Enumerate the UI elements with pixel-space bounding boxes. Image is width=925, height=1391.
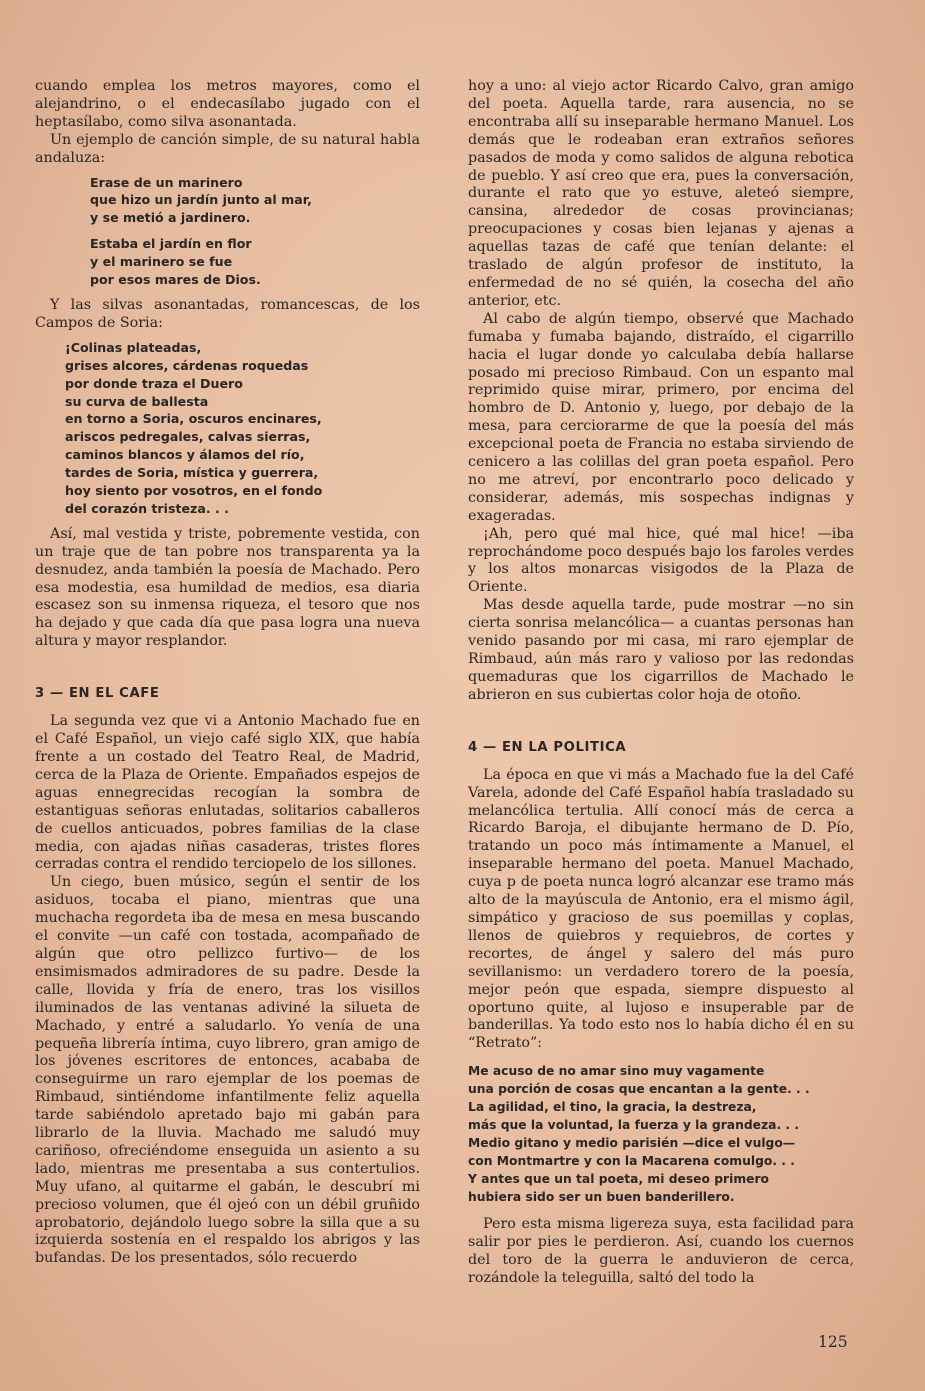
paragraph: La época en que vi más a Machado fue la del Café Varela, adonde del Café Español había trasladado su melancólica tertulia. Allí conocí más de cerca a Ricardo Baroja, el dibujante hermano de D. Pío, tratando un poco más íntimamente a Manuel, el inseparable hermano del poeta. Manuel Machado, cuya p de poeta nunca logró alcanzar ese tramo más alto de la mayúscula de Antonio, era el mismo ágil, simpático y gracioso de sus poemillas y coplas, llenos de quiebros y requiebros, de cortes y recortes, de ángel y salero del más puro sevillanismo: un verdadero torero de la poesía, mejor peón que espada, siempre dispuesto al oportuno quite, al lujoso e insuperable par de banderillas. Ya todo esto nos lo había dicho él en su “Retrato”: <box>468 766 854 1052</box>
verse-line: una porción de cosas que encantan a la gente. . . <box>468 1082 810 1097</box>
verse-line: hoy siento por vosotros, en el fondo <box>65 483 323 499</box>
paragraph: Un ejemplo de canción simple, de su natural habla andaluza: <box>35 131 420 166</box>
paragraph: Al cabo de algún tiempo, observé que Machado fumaba y fumaba bajando, distraído, el cigarrillo hacia el lugar donde yo calculaba debía hallarse posado mi precioso Rimbaud. Con un espanto mal reprimido quise mirar, primero, por encima del hombro de D. Antonio y, luego, por debajo de la mesa, para cerciorarme de que la poesía del más excepcional poeta de Francia no estaba sirviendo de cenicero a las colillas del gran poeta español. Pero no me atreví, por encontrarlo poco delicado y considerar, además, mis sospechas indignas y exageradas. <box>468 310 854 524</box>
verse-line: por donde traza el Duero <box>65 375 243 391</box>
poem-campos-de-soria <box>65 339 420 518</box>
verse-line: en torno a Soria, oscuros encinares, <box>65 411 322 427</box>
verse-line: del corazón tristeza. . . <box>65 500 229 516</box>
verse-line: más que la voluntad, la fuerza y la grandeza. . . <box>468 1117 800 1132</box>
verse-line: que hizo un jardín junto al mar, <box>90 192 312 208</box>
paragraph: hoy a uno: al viejo actor Ricardo Calvo, gran amigo del poeta. Aquella tarde, rara ausencia, no se encontraba allí su inseparable hermano Manuel. Los demás que le rodeaban eran extraños señores pasados de moda y como salidos de alguna rebotica de pueblo. Y así creo que era, pues la conversación, durante el rato que yo estuve, aleteó siempre, cansina, alrededor de cosas provincianas; preocupaciones y cosas bien lejanas y ajenas a aquellas tazas de café que tenían delante: el traslado de algún profesor de instituto, la enfermedad de no sé quién, la cosecha del año anterior, etc. <box>468 78 854 309</box>
verse-line: y el marinero se fue <box>90 254 233 270</box>
paragraph: ¡Ah, pero qué mal hice, qué mal hice! —iba reprochándome poco después bajo los faroles verdes y los altos monarcas visigodos de la Plaza de Oriente. <box>468 525 854 596</box>
right-column <box>468 78 854 1288</box>
verse-line: caminos blancos y álamos del río, <box>65 447 305 463</box>
paragraph: Mas desde aquella tarde, pude mostrar —no sin cierta sonrisa melancólica— a cuantas personas han venido pasando por mi casa, mi raro ejemplar de Rimbaud, aún más raro y valioso por las redondas quemaduras que los cigarrillos de Machado le abrieron en sus cubiertas color hoja de otoño. <box>468 597 854 703</box>
verse-line: y se metió a jardinero. <box>90 210 251 226</box>
verse-line: hubiera sido ser un buen banderillero. <box>468 1189 735 1204</box>
paragraph: Pero esta misma ligereza suya, esta facilidad para salir por pies le perdieron. Así, cuando los cuernos del toro de la guerra le anduvieron de cerca, rozándole la teleguilla, saltó del todo la <box>468 1216 854 1287</box>
paragraph: cuando emplea los metros mayores, como el alejandrino, o el endecasílabo jugado con el heptasílabo, como silva asonantada. <box>35 78 420 130</box>
paragraph: Un ciego, buen músico, según el sentir de los asiduos, tocaba el piano, mientras que una muchacha regordeta iba de mesa en mesa buscando el convite —un café con tostada, acompañado de algún que otro pellizco furtivo— de los ensimismados admiradores de su padre. Desde la calle, llovida y fría de enero, tras los visillos iluminados de las ventanas adiviné la silueta de Machado, y entré a saludarlo. Yo venía de una pequeña librería íntima, cuyo librero, gran amigo de los jóvenes escritores de entonces, acababa de conseguirme un raro ejemplar de los poemas de Rimbaud, sintiéndome infantilmente feliz aquella tarde sabiéndolo apretado bajo mi gabán para librarlo de la lluvia. Machado me saludó muy cariñoso, ofreciéndome enseguida un asiento a su lado, mientras me presentaba a sus contertulios. Muy ufano, al quitarme el gabán, le descubrí mi precioso volumen, que él ojeó con un débil gruñido aprobatorio, dejándolo luego sobre la silla que a su izquierda sostenía en el respaldo los abrigos y las bufandas. De los presentados, sólo recuerdo <box>35 874 420 1267</box>
verse-line: por esos mares de Dios. <box>90 272 261 288</box>
section-heading: 3 — EN EL CAFE <box>35 686 160 702</box>
verse-line: tardes de Soria, mística y guerrera, <box>65 465 319 481</box>
verse-line: Y antes que un tal poeta, mi deseo primero <box>468 1171 770 1186</box>
verse-line: La agilidad, el tino, la gracia, la destreza, <box>468 1100 757 1115</box>
section-heading: 4 — EN LA POLITICA <box>468 739 627 755</box>
paragraph: Así, mal vestida y triste, pobremente vestida, con un traje que de tan pobre nos transparenta ya la desnudez, anda también la poesía de Machado. Pero esa modestia, esa humildad de medios, esa diaria escasez son su inmensa riqueza, el tesoro que nos ha dejado y que cada día que pasa logra una nueva altura y mayor resplandor. <box>35 525 420 650</box>
left-column <box>35 78 420 1268</box>
verse-line: con Montmartre y con la Macarena comulgo. . . <box>468 1153 795 1168</box>
verse-line: su curva de ballesta <box>65 393 209 409</box>
poem-retrato <box>468 1063 854 1206</box>
paragraph: La segunda vez que vi a Antonio Machado fue en el Café Español, un viejo café siglo XIX, que había frente a un costado del Teatro Real, de Madrid, cerca de la Plaza de Oriente. Empañados espejos de aguas ennegrecidas recogían la sombra de estantiguas señoras enlutadas, solitarios caballeros de cuellos anticuados, pobres familias de la clase media, con ajadas niñas casaderas, tristes flores cerradas contra el rendido terciopelo de los sillones. <box>35 713 420 873</box>
verse-line: ¡Colinas plateadas, <box>65 339 202 355</box>
verse-line: Erase de un marinero <box>90 174 243 190</box>
verse-line: ariscos pedregales, calvas sierras, <box>65 429 311 445</box>
poem-marinero <box>90 174 420 289</box>
verse-line: Estaba el jardín en flor <box>90 236 252 252</box>
verse-line: Medio gitano y medio parisién —dice el vulgo— <box>468 1135 796 1150</box>
verse-line: grises alcores, cárdenas roquedas <box>65 357 309 373</box>
page-number: 125 <box>818 1333 848 1351</box>
paragraph: Y las silvas asonantadas, romancescas, de los Campos de Soria: <box>35 296 420 331</box>
verse-line: Me acuso de no amar sino muy vagamente <box>468 1064 765 1079</box>
